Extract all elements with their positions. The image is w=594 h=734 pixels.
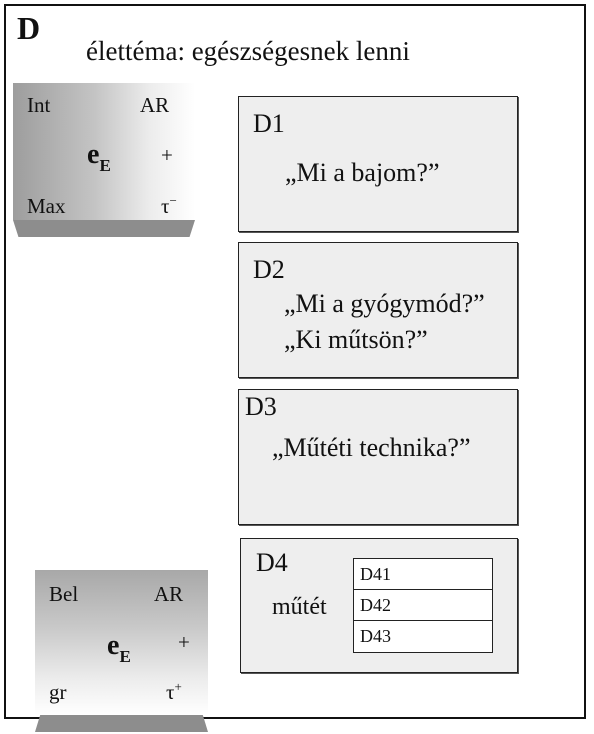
stage-label-surgery: műtét bbox=[272, 594, 327, 620]
stage-box-d1 bbox=[238, 96, 518, 232]
sub-stage-list bbox=[353, 558, 493, 653]
tile-bevel bbox=[35, 715, 208, 732]
sub-stage-d43: D43 bbox=[360, 626, 391, 646]
tile-tau-symbol: τ+ bbox=[166, 679, 182, 704]
tile-tau-symbol: τ− bbox=[161, 193, 177, 218]
tile-label-ar: AR bbox=[154, 582, 184, 606]
tile-label-int: Int bbox=[27, 93, 51, 117]
stage-question: „Műtéti technika?” bbox=[272, 433, 471, 462]
tile-plus-sign: + bbox=[161, 143, 173, 167]
stage-question: „Mi a bajom?” bbox=[285, 158, 440, 187]
stage-question: „Ki műtsön?” bbox=[284, 325, 428, 354]
life-theme-title: élettéma: egészségesnek lenni bbox=[86, 36, 410, 66]
frame-letter: D bbox=[17, 10, 41, 46]
tile-label-ar: AR bbox=[140, 93, 170, 117]
stage-question: „Mi a gyógymód?” bbox=[284, 289, 485, 318]
stage-code: D3 bbox=[245, 392, 277, 421]
stage-box-d4 bbox=[240, 538, 518, 673]
stage-code: D1 bbox=[253, 109, 285, 138]
tile-bevel bbox=[13, 220, 195, 237]
tile-energy-symbol: $e_E$ bbox=[107, 630, 131, 666]
sub-stage-d42: D42 bbox=[354, 590, 492, 621]
tile-label-bel: Bel bbox=[49, 582, 79, 606]
sub-stage-d41: D41 bbox=[354, 559, 492, 590]
tile-intention bbox=[13, 83, 195, 237]
tile-label-max: Max bbox=[27, 194, 66, 218]
stage-code: D4 bbox=[256, 548, 288, 577]
tile-energy-symbol: $e_E$ bbox=[87, 139, 111, 175]
stage-box-d3 bbox=[238, 389, 518, 525]
tile-belief bbox=[35, 570, 208, 732]
tile-label-gr: gr bbox=[49, 680, 67, 704]
stage-code: D2 bbox=[253, 255, 285, 284]
tile-plus-sign: + bbox=[178, 630, 190, 654]
stage-box-d2 bbox=[238, 242, 518, 378]
